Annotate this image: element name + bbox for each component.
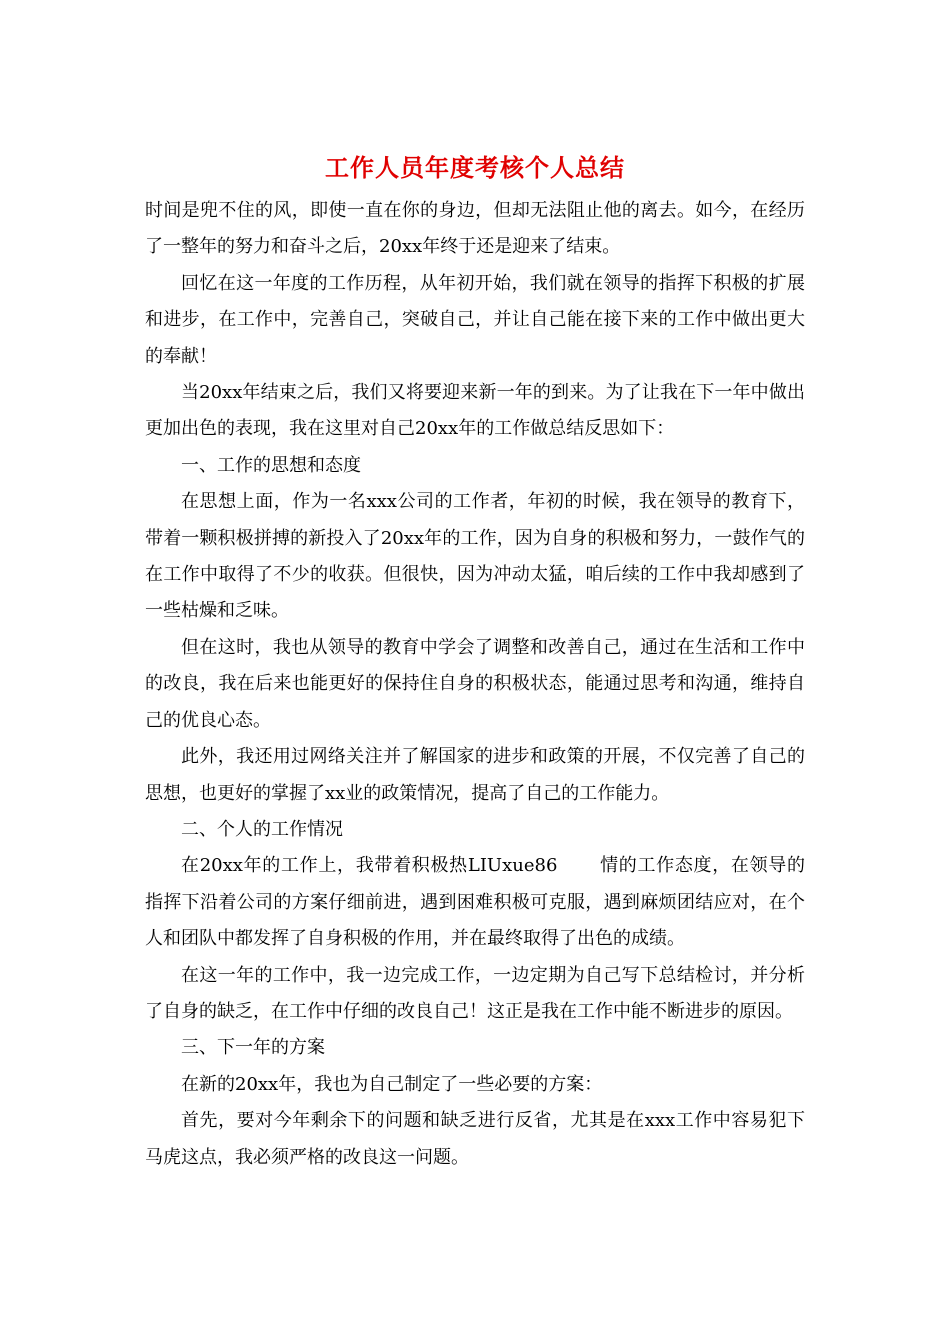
- document-body: [145, 193, 805, 1176]
- paragraph-8: 在这一年的工作中，我一边完成工作，一边定期为自己写下总结检讨，并分析了自身的缺乏，在工作中仔细的改良自己！这正是我在工作中能不断进步的原因。: [145, 964, 805, 1022]
- paragraph-7: [145, 848, 805, 957]
- paragraph-1: 时间是兜不住的风，即使一直在你的身边，但却无法阻止他的离去。如今，在经历了一整年的努力和奋斗之后，20xx年终于还是迎来了结束。: [145, 200, 805, 258]
- section-heading-1: 一、工作的思想和态度: [181, 454, 361, 476]
- paragraph-5: 但在这时，我也从领导的教育中学会了调整和改善自己，通过在生活和工作中的改良，我在后来也能更好的保持住自身的积极状态，能通过思考和沟通，维持自己的优良心态。: [145, 636, 805, 731]
- watermark-text: LIUxue86: [467, 855, 558, 877]
- section-heading-3: 三、下一年的方案: [181, 1037, 325, 1059]
- paragraph-10: 首先，要对今年剩余下的问题和缺乏进行反省，尤其是在xxx工作中容易犯下马虎这点，我必须严格的改良这一问题。: [145, 1110, 805, 1168]
- paragraph-9: 在新的20xx年，我也为自己制定了一些必要的方案：: [181, 1073, 603, 1095]
- paragraph-3: 当20xx年结束之后，我们又将要迎来新一年的到来。为了让我在下一年中做出更加出色的表现，我在这里对自己20xx年的工作做总结反思如下：: [145, 382, 805, 440]
- paragraph-4: 在思想上面，作为一名xxx公司的工作者，年初的时候，我在领导的教育下，带着一颗积极拼搏的新投入了20xx年的工作，因为自身的积极和努力，一鼓作气的在工作中取得了不少的收获。但很快，因为冲动太猛，咱后续的工作中我却感到了一些枯燥和乏味。: [145, 491, 805, 622]
- document-title: 工作人员年度考核个人总结: [325, 153, 625, 182]
- paragraph-2: 回忆在这一年度的工作历程，从年初开始，我们就在领导的指挥下积极的扩展和进步，在工作中，完善自己，突破自己，并让自己能在接下来的工作中做出更大的奉献！: [145, 272, 805, 367]
- paragraph-7-start: 在20xx年的工作上，我带着积极热: [181, 855, 468, 877]
- paragraph-7-end: 情的工作态度，在领导的指挥下沿着公司的方案仔细前进，遇到困难积极可克服，遇到麻烦团结应对，在个人和团队中都发挥了自身积极的作用，并在最终取得了出色的成绩。: [145, 855, 805, 950]
- section-heading-2: 二、个人的工作情况: [181, 818, 343, 840]
- paragraph-6: 此外，我还用过网络关注并了解国家的进步和政策的开展，不仅完善了自己的思想，也更好的掌握了xx业的政策情况，提高了自己的工作能力。: [145, 746, 805, 804]
